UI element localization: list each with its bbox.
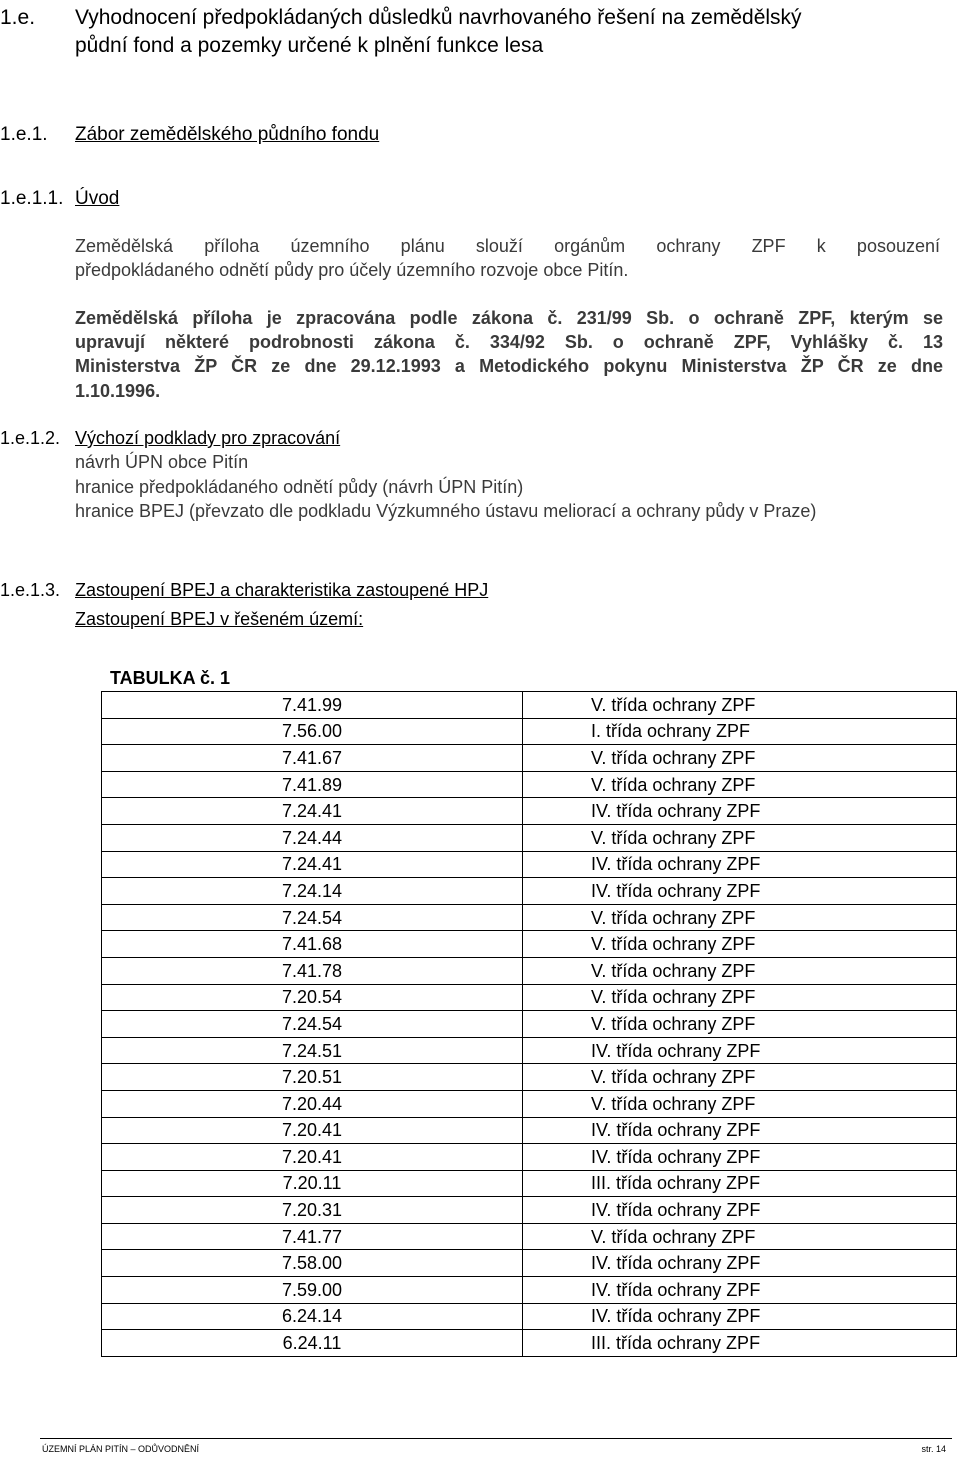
- protection-class-cell: IV. třída ochrany ZPF: [523, 1197, 957, 1224]
- table-row: [102, 957, 957, 984]
- subsection-number: 1.e.1.: [0, 124, 48, 145]
- table-row: [102, 1144, 957, 1171]
- intro-para2-line2: upravují některé podrobnosti zákona č. 334/92 Sb. o ochraně ZPF, Vyhlášky č. 13: [75, 332, 943, 352]
- protection-class-cell: IV. třída ochrany ZPF: [523, 851, 957, 878]
- table-row: [102, 692, 957, 719]
- table-row: [102, 1303, 957, 1330]
- table-row: [102, 1277, 957, 1304]
- table-row: [102, 984, 957, 1011]
- bpej-code-cell: 6.24.14: [102, 1303, 523, 1330]
- bpej-number: 1.e.1.3.: [0, 580, 61, 600]
- bpej-table: [101, 691, 957, 1357]
- bpej-code-cell: 7.41.78: [102, 957, 523, 984]
- bpej-code-cell: 7.41.68: [102, 931, 523, 958]
- intro-para2-line3: Ministerstva ŽP ČR ze dne 29.12.1993 a Metodického pokynu Ministerstva ŽP ČR ze dne: [75, 356, 943, 376]
- protection-class-cell: IV. třída ochrany ZPF: [523, 798, 957, 825]
- protection-class-cell: V. třída ochrany ZPF: [523, 771, 957, 798]
- subsection-title: Zábor zemědělského půdního fondu: [75, 124, 380, 145]
- footer-page-number: str. 14: [921, 1444, 946, 1454]
- protection-class-cell: V. třída ochrany ZPF: [523, 957, 957, 984]
- table-row: [102, 931, 957, 958]
- sources-item: hranice předpokládaného odnětí půdy (návrh ÚPN Pitín): [75, 477, 524, 497]
- table-row: [102, 1170, 957, 1197]
- table-row: [102, 1223, 957, 1250]
- sources-title: Výchozí podklady pro zpracování: [75, 428, 341, 448]
- protection-class-cell: V. třída ochrany ZPF: [523, 1223, 957, 1250]
- bpej-code-cell: 7.20.41: [102, 1144, 523, 1171]
- table-row: [102, 1090, 957, 1117]
- protection-class-cell: IV. třída ochrany ZPF: [523, 1277, 957, 1304]
- table-row: [102, 718, 957, 745]
- protection-class-cell: IV. třída ochrany ZPF: [523, 1037, 957, 1064]
- table-row: [102, 771, 957, 798]
- bpej-code-cell: 7.24.51: [102, 1037, 523, 1064]
- protection-class-cell: V. třída ochrany ZPF: [523, 745, 957, 772]
- section-title-line1: Vyhodnocení předpokládaných důsledků navrhovaného řešení na zemědělský: [75, 6, 802, 29]
- bpej-subtitle: Zastoupení BPEJ v řešeném území:: [75, 609, 364, 629]
- intro-para1-line2: předpokládaného odnětí půdy pro účely územního rozvoje obce Pitín.: [75, 260, 629, 280]
- bpej-code-cell: 7.20.11: [102, 1170, 523, 1197]
- protection-class-cell: V. třída ochrany ZPF: [523, 984, 957, 1011]
- bpej-code-cell: 7.58.00: [102, 1250, 523, 1277]
- table-row: [102, 1117, 957, 1144]
- footer-divider: [40, 1438, 952, 1439]
- sources-number: 1.e.1.2.: [0, 428, 61, 448]
- bpej-code-cell: 7.20.54: [102, 984, 523, 1011]
- sources-item: hranice BPEJ (převzato dle podkladu Výzkumného ústavu meliorací a ochrany půdy v Praze): [75, 501, 817, 521]
- table-row: [102, 1197, 957, 1224]
- protection-class-cell: IV. třída ochrany ZPF: [523, 1117, 957, 1144]
- table-row: [102, 1011, 957, 1038]
- intro-title: Úvod: [75, 188, 120, 209]
- section-number: 1.e.: [0, 6, 36, 29]
- bpej-code-cell: 7.41.89: [102, 771, 523, 798]
- section-title-line2: půdní fond a pozemky určené k plnění funkce lesa: [75, 34, 544, 57]
- protection-class-cell: V. třída ochrany ZPF: [523, 824, 957, 851]
- table-row: [102, 1064, 957, 1091]
- protection-class-cell: III. třída ochrany ZPF: [523, 1330, 957, 1357]
- protection-class-cell: III. třída ochrany ZPF: [523, 1170, 957, 1197]
- protection-class-cell: V. třída ochrany ZPF: [523, 1090, 957, 1117]
- bpej-code-cell: 7.24.14: [102, 878, 523, 905]
- table-row: [102, 1250, 957, 1277]
- bpej-code-cell: 7.41.67: [102, 745, 523, 772]
- bpej-code-cell: 7.24.41: [102, 798, 523, 825]
- table-row: [102, 1037, 957, 1064]
- bpej-code-cell: 7.20.51: [102, 1064, 523, 1091]
- table-row: [102, 745, 957, 772]
- protection-class-cell: IV. třída ochrany ZPF: [523, 1303, 957, 1330]
- bpej-code-cell: 7.20.31: [102, 1197, 523, 1224]
- table-row: [102, 1330, 957, 1357]
- table-row: [102, 824, 957, 851]
- table-label: TABULKA č. 1: [110, 668, 231, 688]
- table-row: [102, 798, 957, 825]
- protection-class-cell: V. třída ochrany ZPF: [523, 904, 957, 931]
- protection-class-cell: V. třída ochrany ZPF: [523, 1011, 957, 1038]
- intro-para2-line4: 1.10.1996.: [75, 381, 161, 401]
- protection-class-cell: IV. třída ochrany ZPF: [523, 878, 957, 905]
- bpej-code-cell: 7.41.99: [102, 692, 523, 719]
- protection-class-cell: V. třída ochrany ZPF: [523, 931, 957, 958]
- bpej-code-cell: 7.24.54: [102, 904, 523, 931]
- bpej-code-cell: 6.24.11: [102, 1330, 523, 1357]
- protection-class-cell: I. třída ochrany ZPF: [523, 718, 957, 745]
- intro-para2-line1: Zemědělská příloha je zpracována podle zákona č. 231/99 Sb. o ochraně ZPF, kterým se: [75, 308, 943, 328]
- table-row: [102, 904, 957, 931]
- bpej-code-cell: 7.20.44: [102, 1090, 523, 1117]
- bpej-code-cell: 7.59.00: [102, 1277, 523, 1304]
- table-row: [102, 878, 957, 905]
- bpej-code-cell: 7.24.54: [102, 1011, 523, 1038]
- intro-number: 1.e.1.1.: [0, 188, 64, 209]
- bpej-code-cell: 7.24.41: [102, 851, 523, 878]
- sources-item: návrh ÚPN obce Pitín: [75, 452, 249, 472]
- bpej-code-cell: 7.56.00: [102, 718, 523, 745]
- intro-para1-line1: Zemědělská příloha územního plánu slouží orgánům ochrany ZPF k posouzení: [75, 236, 940, 256]
- protection-class-cell: V. třída ochrany ZPF: [523, 1064, 957, 1091]
- protection-class-cell: IV. třída ochrany ZPF: [523, 1144, 957, 1171]
- bpej-code-cell: 7.24.44: [102, 824, 523, 851]
- bpej-code-cell: 7.41.77: [102, 1223, 523, 1250]
- table-row: [102, 851, 957, 878]
- protection-class-cell: IV. třída ochrany ZPF: [523, 1250, 957, 1277]
- footer-left: ÚZEMNÍ PLÁN PITÍN – ODŮVODNĚNÍ: [42, 1444, 200, 1454]
- bpej-code-cell: 7.20.41: [102, 1117, 523, 1144]
- protection-class-cell: V. třída ochrany ZPF: [523, 692, 957, 719]
- bpej-title: Zastoupení BPEJ a charakteristika zastoupené HPJ: [75, 580, 489, 600]
